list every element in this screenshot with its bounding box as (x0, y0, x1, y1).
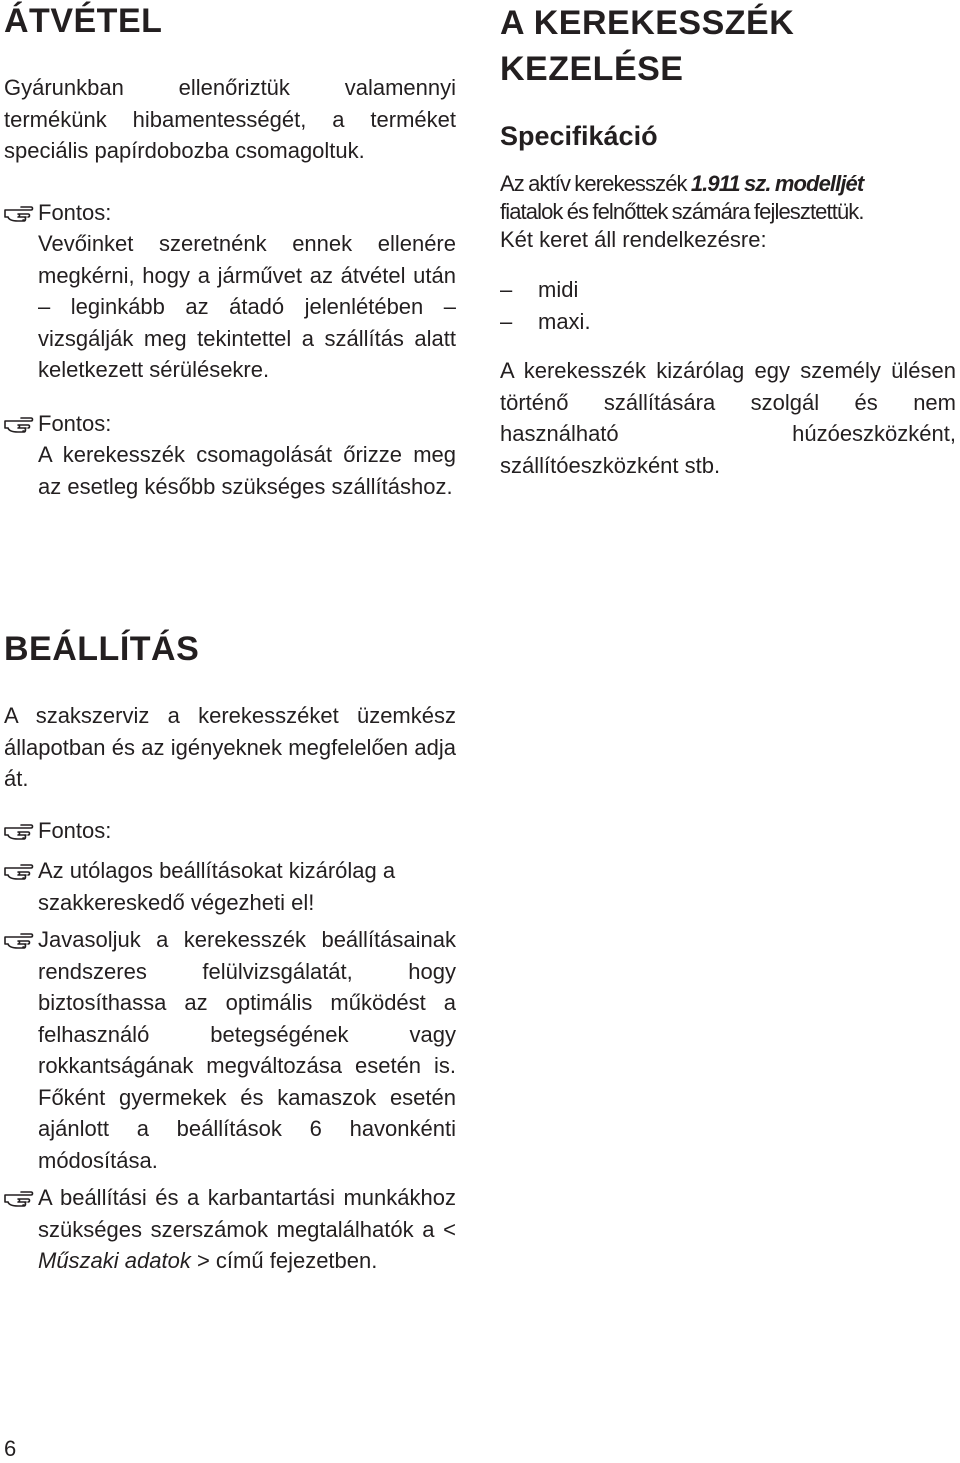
page-number: 6 (4, 1436, 17, 1461)
note-text: A kerekesszék csomagolását őrizze meg az esetleg később szükséges szállításhoz. (38, 442, 456, 499)
chapter-reference: Műszaki adatok (38, 1248, 191, 1273)
beallitas-section (4, 628, 456, 1277)
dash-bullet: – (500, 308, 513, 334)
beallitas-intro: A szakszerviz a kerekesszéket üzemkész állapotban és az igényeknek megfelelően adja át. (4, 703, 456, 791)
beallitas-heading: BEÁLLÍTÁS (4, 630, 200, 668)
frame-item-maxi (500, 306, 956, 338)
note-text: Javasoljuk a kerekesszék beállításainak rendszeres felülvizsgálatát, hogy biztosíthassa az optimális működést a felhasználó betegségének vagy rokkantságának megváltozása esetén is. Főként gyermekek és kamaszok esetén ajánlott a beállítások 6 havonkénti módosítása. (38, 927, 456, 1173)
specifikacio-subheading: Specifikáció (500, 121, 658, 151)
frame-label: maxi. (538, 308, 591, 334)
pointing-hand-icon (4, 414, 34, 434)
beallitas-note-c (4, 1182, 456, 1277)
note-c-tail: > című fejezetben. (190, 1248, 378, 1273)
pointing-hand-icon (4, 1188, 34, 1208)
atvetel-intro: Gyárunkban ellenőriztük valamennyi termékünk hibamentességét, a terméket speciális papírdobozba csomagoltuk. (4, 75, 456, 163)
note-label: Fontos: (38, 410, 112, 436)
spec-line-1 (500, 170, 956, 198)
spec-line-2: fiatalok és felnőttek számára fejlesztettük. (500, 199, 864, 224)
beallitas-note-label (4, 815, 456, 847)
spec-line-3: Két keret áll rendelkezésre: (500, 227, 767, 252)
pointing-hand-icon (4, 930, 34, 950)
note-label: Fontos: (38, 199, 112, 225)
usage-text: A kerekesszék kizárólag egy személy ülésen történő szállítására szolgál és nem használható húzóeszközként, szállítóeszközként stb. (500, 358, 956, 478)
note-text (38, 1182, 456, 1277)
beallitas-note-b (4, 924, 456, 1176)
note-c-text: A beállítási és a karbantartási munkákhoz szükséges szerszámok megtalálhatók a < (38, 1185, 456, 1242)
spec-line-1-text: Az aktív kerekesszék (500, 171, 691, 196)
note-text: Vevőinket szeretnénk ennek ellenére megkérni, hogy a járművet az átvétel után – leginkább az átadó jelenlétében – vizsgálják meg tekintettel a szállítás alatt keletkezett sérülésekre. (38, 231, 456, 382)
kezelese-section (500, 0, 956, 481)
frame-label: midi (538, 277, 579, 302)
frame-list (500, 274, 956, 337)
model-number: 1.911 sz. modelljét (690, 171, 864, 196)
atvetel-note-2 (4, 408, 456, 503)
atvetel-section (4, 0, 456, 502)
pointing-hand-icon (4, 861, 34, 881)
atvetel-heading: ÁTVÉTEL (4, 2, 163, 40)
beallitas-note-a (4, 855, 456, 918)
kezelese-heading: A KEREKESSZÉK KEZELÉSE (500, 4, 795, 88)
dash-bullet: – (500, 277, 513, 302)
note-label: Fontos: (38, 817, 112, 843)
note-text: Az utólagos beállításokat kizárólag a szakkereskedő végezheti el! (38, 858, 396, 915)
frame-item-midi (500, 274, 956, 306)
pointing-hand-icon (4, 821, 34, 841)
atvetel-note-1 (4, 197, 456, 386)
pointing-hand-icon (4, 203, 34, 223)
